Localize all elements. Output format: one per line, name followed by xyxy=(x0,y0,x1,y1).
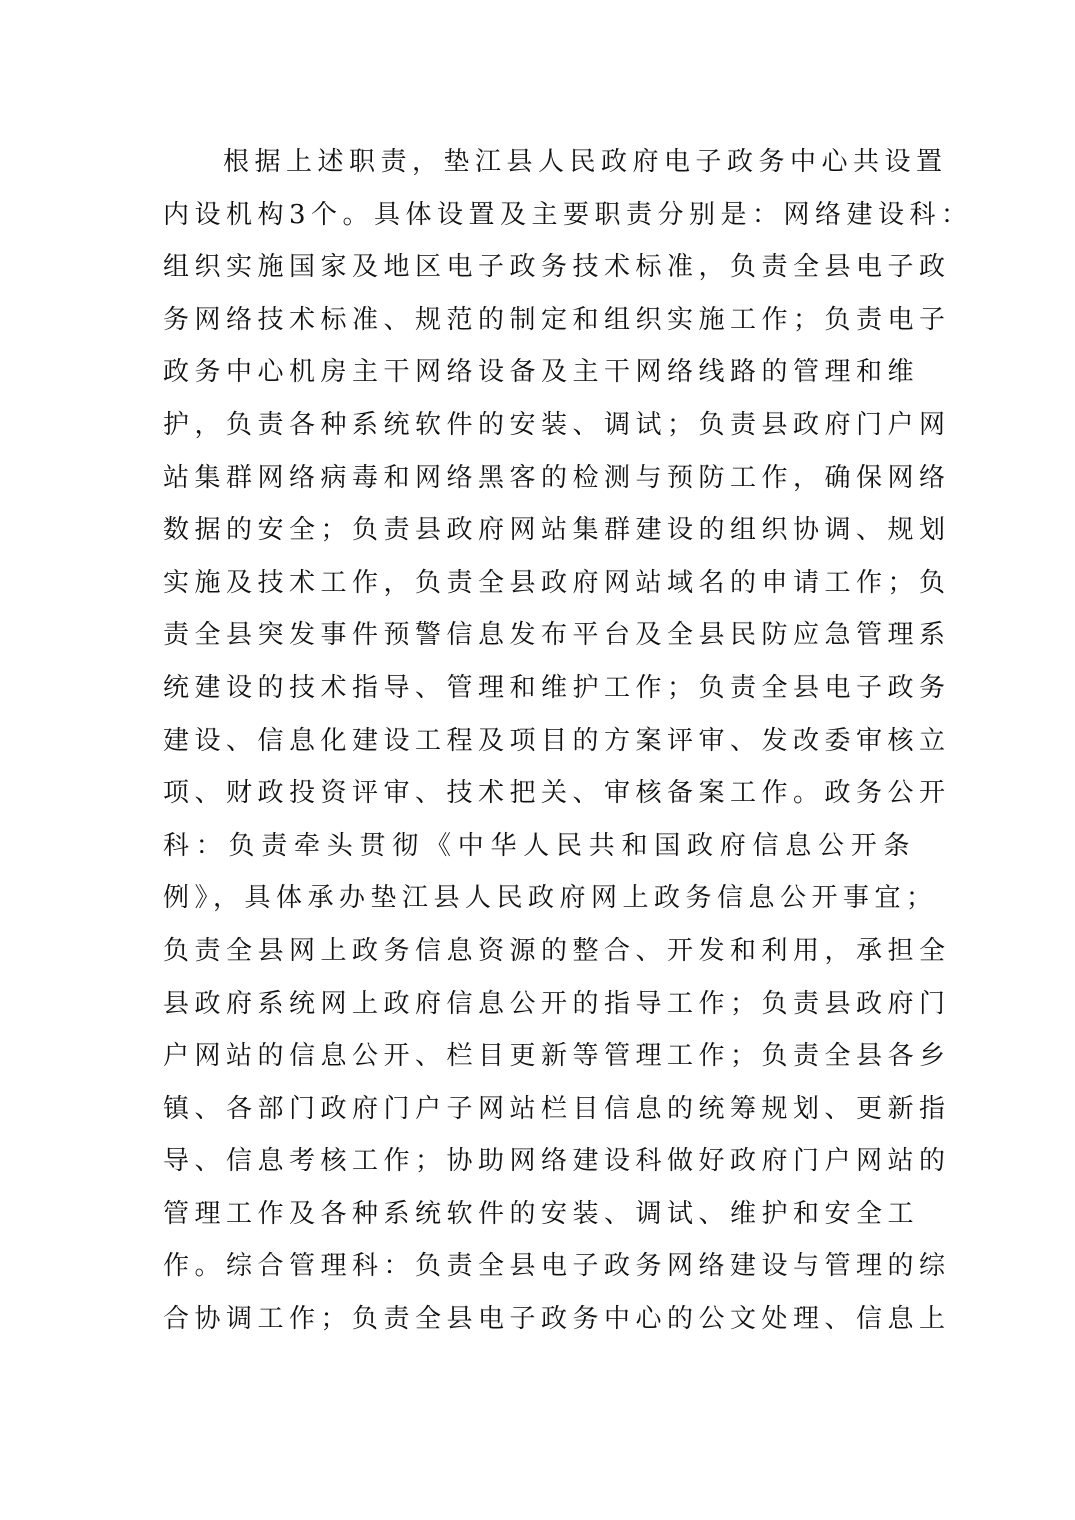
text-line: 户网站的信息公开、栏目更新等管理工作；负责全县各乡 xyxy=(163,1041,951,1072)
text-line: 护，负责各种系统软件的安装、调试；负责县政府门户网 xyxy=(163,409,951,440)
text-line: 镇、各部门政府门户子网站栏目信息的统筹规划、更新指 xyxy=(163,1093,951,1124)
text-line: 数据的安全；负责县政府网站集群建设的组织协调、规划 xyxy=(163,515,951,546)
text-line: 科：负责牵头贯彻《中华人民共和国政府信息公开条 xyxy=(163,830,915,861)
text-line: 管理工作及各种系统软件的安装、调试、维护和安全工 xyxy=(163,1198,920,1229)
text-line: 站集群网络病毒和网络黑客的检测与预防工作，确保网络 xyxy=(163,462,951,493)
text-line: 项、财政投资评审、技术把关、审核备案工作。政务公开 xyxy=(163,778,951,809)
text-line: 建设、信息化建设工程及项目的方案评审、发改委审核立 xyxy=(163,725,951,756)
text-line: 负责全县网上政务信息资源的整合、开发和利用，承担全 xyxy=(163,935,951,966)
text-line: 统建设的技术指导、管理和维护工作；负责全县电子政务 xyxy=(163,672,951,703)
text-line: 导、信息考核工作；协助网络建设科做好政府门户网站的 xyxy=(163,1146,951,1177)
text-line: 例》，具体承办垫江县人民政府网上政务信息公开事宜； xyxy=(163,883,938,914)
text-line: 政务中心机房主干网络设备及主干网络线路的管理和维 xyxy=(163,357,920,388)
text-line: 内设机构3个。具体设置及主要职责分别是：网络建设科： xyxy=(163,199,973,230)
text-line: 责全县突发事件预警信息发布平台及全县民防应急管理系 xyxy=(163,620,951,651)
text-line: 合协调工作；负责全县电子政务中心的公文处理、信息上 xyxy=(163,1304,951,1335)
text-line: 作。综合管理科：负责全县电子政务网络建设与管理的综 xyxy=(163,1251,951,1282)
text-line: 根据上述职责，垫江县人民政府电子政务中心共设置 xyxy=(223,147,948,177)
text-line: 县政府系统网上政府信息公开的指导工作；负责县政府门 xyxy=(163,988,951,1019)
body-paragraph xyxy=(163,136,973,1346)
text-line: 务网络技术标准、规范的制定和组织实施工作；负责电子 xyxy=(163,304,951,335)
text-line: 组织实施国家及地区电子政务技术标准，负责全县电子政 xyxy=(163,252,951,283)
text-line: 实施及技术工作，负责全县政府网站域名的申请工作；负 xyxy=(163,567,951,598)
